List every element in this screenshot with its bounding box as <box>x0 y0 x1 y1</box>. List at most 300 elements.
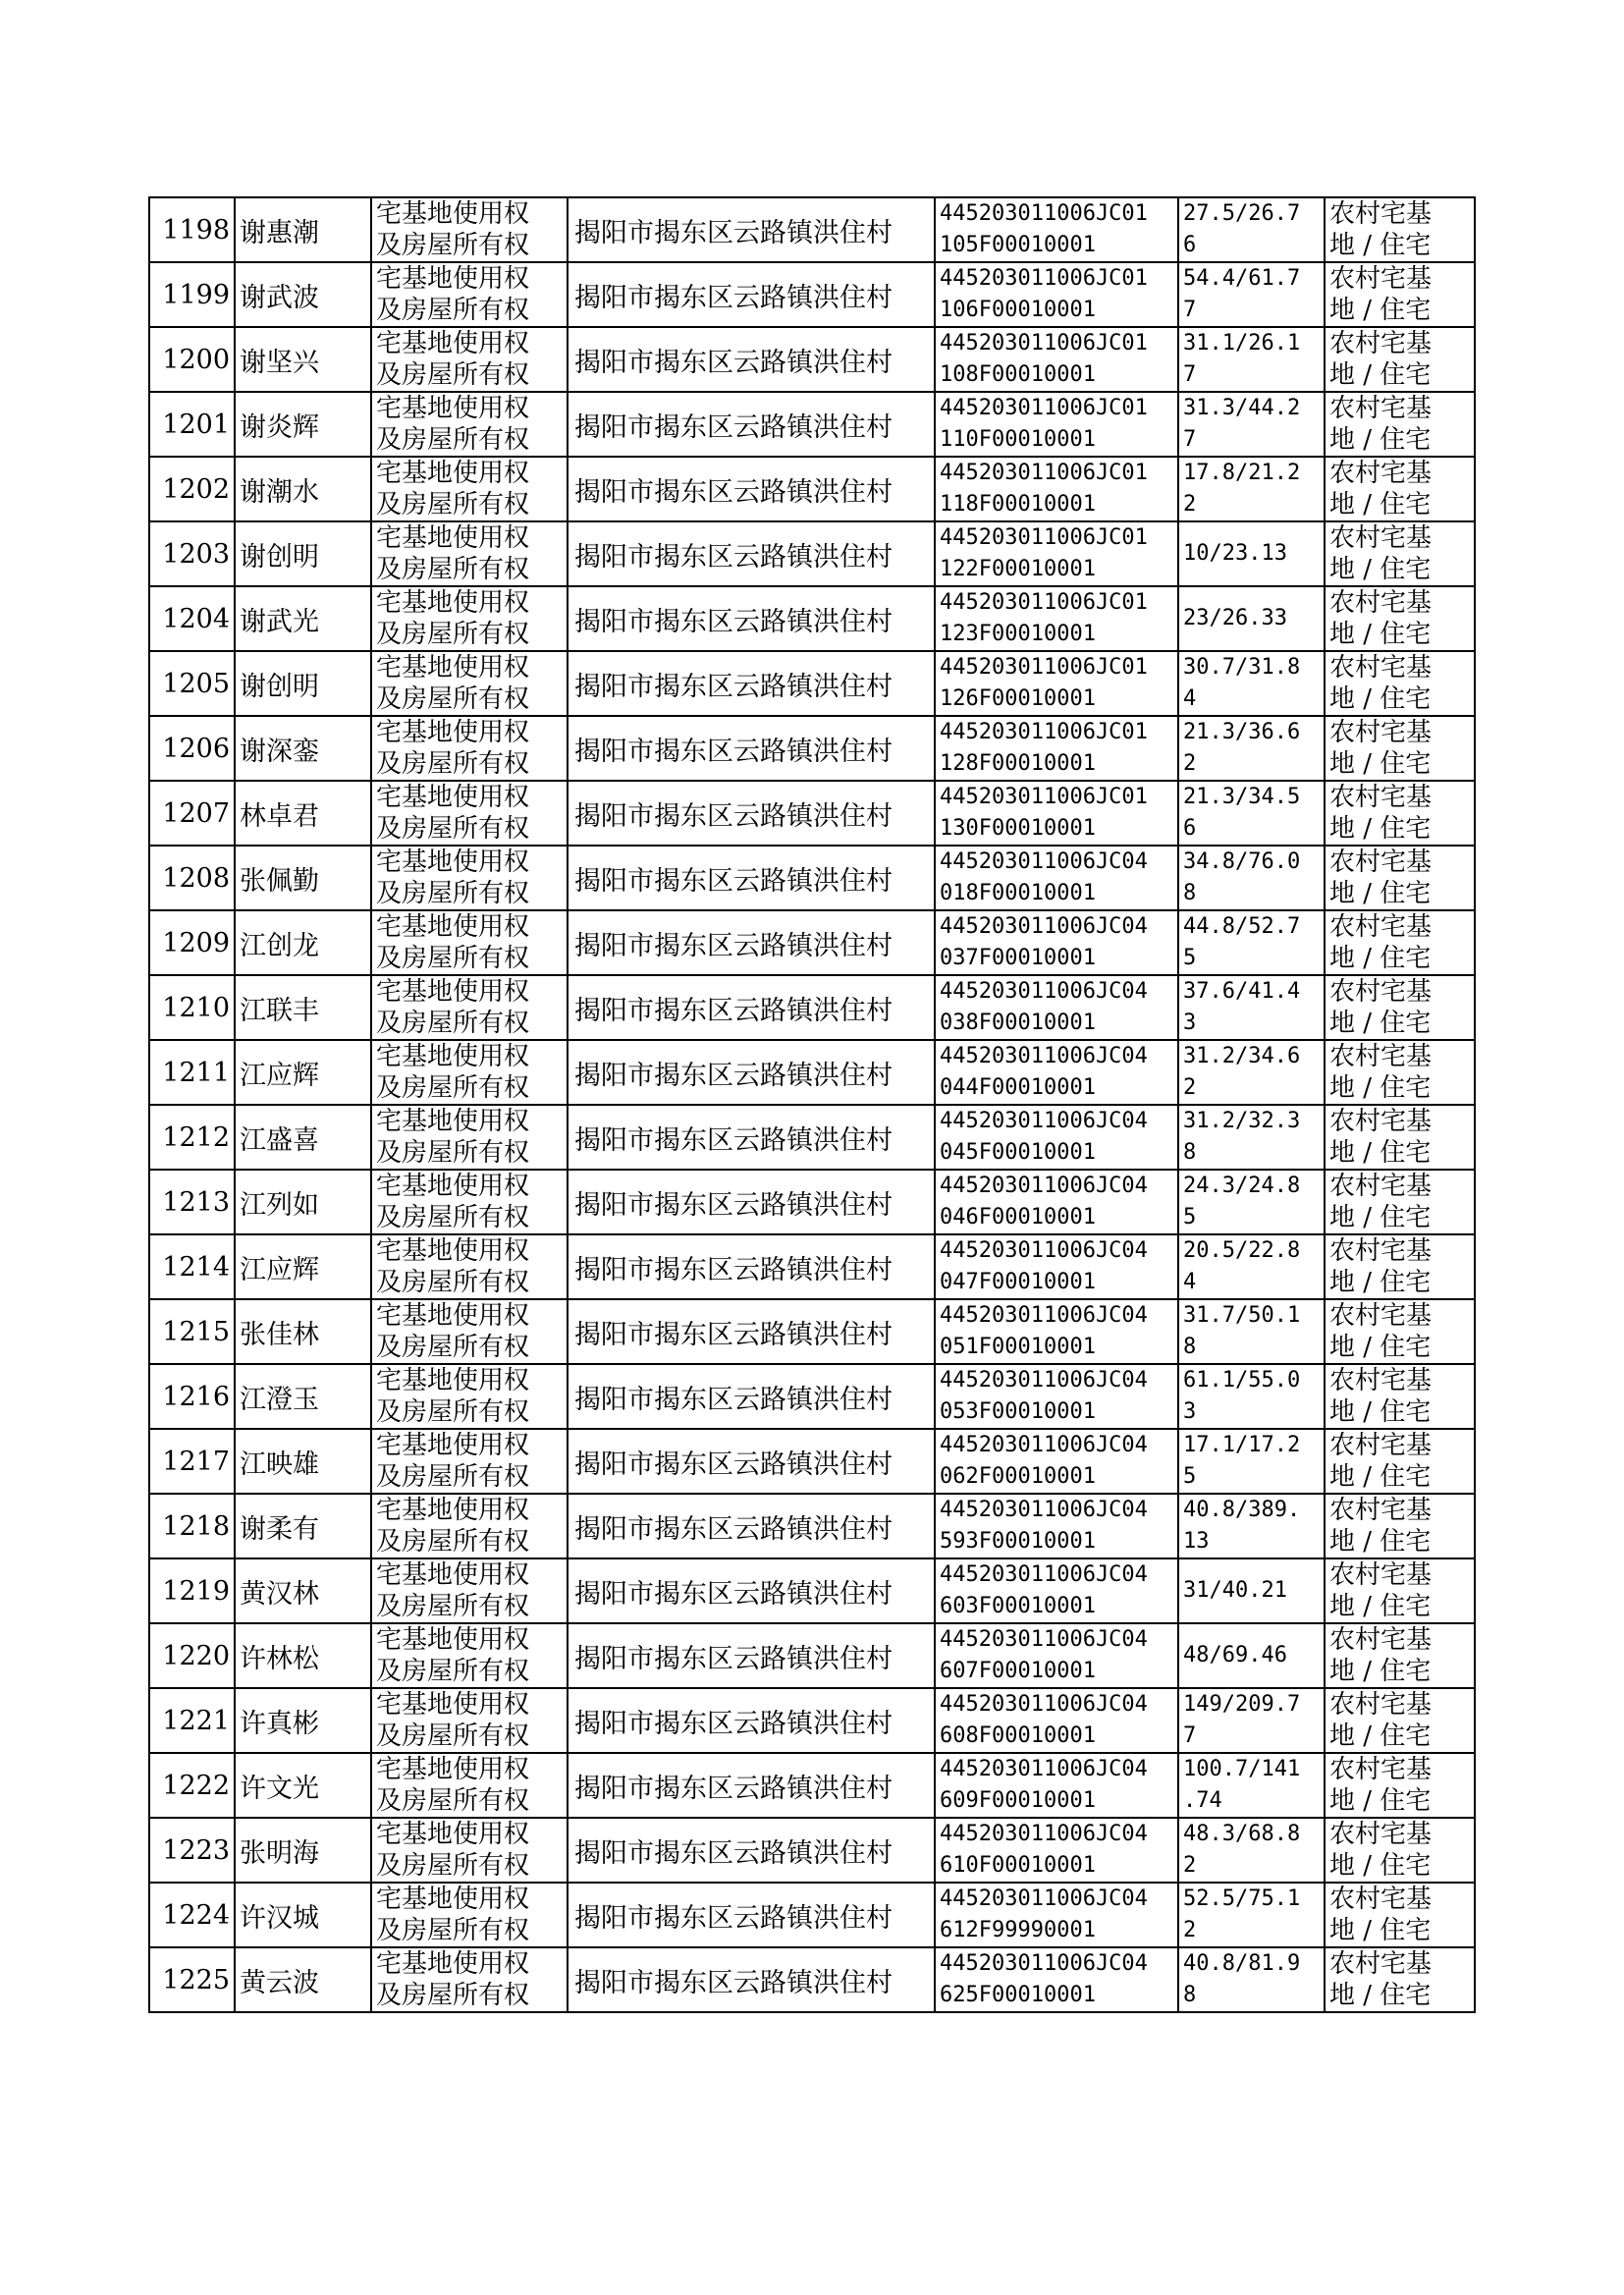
unit-code-cell <box>935 1623 1178 1688</box>
right-type-cell <box>371 392 568 457</box>
right-type-cell-text: 宅基地使用权 <box>376 1560 530 1590</box>
area-cell-text: 37.6/41.4 <box>1183 979 1301 1004</box>
location-cell-text: 揭阳市揭东区云路镇洪住村 <box>574 1902 893 1934</box>
land-use-cell-text: 地 / 住宅 <box>1329 231 1432 260</box>
right-type-cell-text: 宅基地使用权 <box>376 1236 530 1266</box>
land-use-cell-text: 地 / 住宅 <box>1329 684 1432 714</box>
unit-code-cell-text: 445203011006JC01 <box>940 331 1148 355</box>
unit-code-cell <box>935 197 1178 262</box>
row-number-cell <box>149 392 235 457</box>
land-use-cell <box>1325 1494 1475 1558</box>
unit-code-cell-text: 445203011006JC04 <box>940 1886 1148 1911</box>
area-cell-text: .74 <box>1183 1788 1222 1813</box>
owner-name-cell <box>235 197 371 262</box>
right-type-cell-text: 宅基地使用权 <box>376 718 530 747</box>
area-cell <box>1178 651 1325 716</box>
owner-name-cell <box>235 1170 371 1234</box>
unit-code-cell-text: 445203011006JC01 <box>940 785 1148 809</box>
location-cell-text: 揭阳市揭东区云路镇洪住村 <box>574 1837 893 1869</box>
area-cell-text: 13 <box>1183 1529 1210 1554</box>
land-use-cell-text: 地 / 住宅 <box>1329 1721 1432 1751</box>
owner-name-cell <box>235 392 371 457</box>
area-cell-text: 2 <box>1183 751 1197 776</box>
unit-code-cell <box>935 1170 1178 1234</box>
unit-code-cell <box>935 521 1178 586</box>
owner-name-cell <box>235 781 371 846</box>
unit-code-cell-text: 593F00010001 <box>940 1529 1096 1554</box>
right-type-cell-text: 宅基地使用权 <box>376 1301 530 1331</box>
unit-code-cell-text: 062F00010001 <box>940 1464 1096 1489</box>
row-number-cell <box>149 1947 235 2012</box>
area-cell <box>1178 262 1325 327</box>
table-body <box>149 197 1475 2012</box>
unit-code-cell-text: 445203011006JC01 <box>940 201 1148 226</box>
unit-code-cell-text: 445203011006JC04 <box>940 1498 1148 1522</box>
unit-code-cell-text: 105F00010001 <box>940 233 1096 257</box>
land-use-cell-text: 农村宅基 <box>1329 783 1433 812</box>
table-row <box>149 1040 1475 1105</box>
area-cell <box>1178 1558 1325 1623</box>
right-type-cell <box>371 197 568 262</box>
right-type-cell <box>371 1040 568 1105</box>
owner-name-cell <box>235 1234 371 1299</box>
unit-code-cell-text: 123F00010001 <box>940 622 1096 646</box>
area-cell <box>1178 1494 1325 1558</box>
location-cell <box>568 1170 935 1234</box>
location-cell <box>568 1947 935 2012</box>
right-type-cell-text: 及房屋所有权 <box>376 1527 530 1557</box>
table-row <box>149 975 1475 1040</box>
unit-code-cell <box>935 392 1178 457</box>
table-row <box>149 781 1475 846</box>
row-number-cell-text: 1209 <box>162 927 230 958</box>
area-cell-text: 2 <box>1183 1075 1197 1100</box>
row-number-cell <box>149 1234 235 1299</box>
right-type-cell-text: 宅基地使用权 <box>376 588 530 618</box>
unit-code-cell <box>935 1105 1178 1170</box>
land-use-cell <box>1325 262 1475 327</box>
area-cell <box>1178 1364 1325 1429</box>
land-use-cell-text: 农村宅基 <box>1329 394 1433 423</box>
owner-name-cell-text: 江联丰 <box>240 995 319 1026</box>
area-cell-text: 149/209.7 <box>1183 1692 1301 1717</box>
area-cell-text: 6 <box>1183 233 1197 257</box>
owner-name-cell <box>235 1753 371 1818</box>
area-cell-text: 2 <box>1183 1918 1197 1942</box>
land-use-cell-text: 地 / 住宅 <box>1329 1397 1432 1427</box>
land-use-cell-text: 农村宅基 <box>1329 1949 1433 1979</box>
location-cell-text: 揭阳市揭东区云路镇洪住村 <box>574 1254 893 1285</box>
right-type-cell <box>371 1883 568 1947</box>
owner-name-cell-text: 谢潮水 <box>240 476 319 508</box>
row-number-cell <box>149 1040 235 1105</box>
owner-name-cell-text: 谢创明 <box>240 671 319 702</box>
land-use-cell <box>1325 651 1475 716</box>
right-type-cell-text: 及房屋所有权 <box>376 1786 530 1816</box>
right-type-cell <box>371 1105 568 1170</box>
row-number-cell-text: 1201 <box>162 409 230 440</box>
row-number-cell <box>149 910 235 975</box>
owner-name-cell <box>235 1040 371 1105</box>
area-cell <box>1178 1688 1325 1753</box>
land-use-cell-text: 地 / 住宅 <box>1329 749 1432 779</box>
land-use-cell <box>1325 975 1475 1040</box>
owner-name-cell-text: 谢武光 <box>240 606 319 637</box>
right-type-cell-text: 宅基地使用权 <box>376 783 530 812</box>
location-cell-text: 揭阳市揭东区云路镇洪住村 <box>574 1643 893 1674</box>
owner-name-cell-text: 许真彬 <box>240 1708 319 1739</box>
area-cell-text: 34.8/76.0 <box>1183 849 1301 874</box>
row-number-cell-text: 1198 <box>162 214 230 246</box>
unit-code-cell <box>935 975 1178 1040</box>
location-cell-text: 揭阳市揭东区云路镇洪住村 <box>574 1448 893 1480</box>
owner-name-cell-text: 谢创明 <box>240 541 319 573</box>
unit-code-cell-text: 445203011006JC01 <box>940 590 1148 615</box>
land-use-cell-text: 地 / 住宅 <box>1329 1657 1432 1686</box>
area-cell-text: 52.5/75.1 <box>1183 1886 1301 1911</box>
land-use-cell-text: 农村宅基 <box>1329 588 1433 618</box>
right-type-cell <box>371 262 568 327</box>
owner-name-cell-text: 江创龙 <box>240 930 319 961</box>
location-cell-text: 揭阳市揭东区云路镇洪住村 <box>574 1060 893 1091</box>
right-type-cell-text: 宅基地使用权 <box>376 1820 530 1849</box>
location-cell <box>568 651 935 716</box>
land-use-cell-text: 农村宅基 <box>1329 718 1433 747</box>
area-cell <box>1178 1753 1325 1818</box>
unit-code-cell-text: 445203011006JC04 <box>940 1238 1148 1263</box>
area-cell-text: 30.7/31.8 <box>1183 655 1301 680</box>
row-number-cell-text: 1221 <box>162 1705 230 1736</box>
land-use-cell-text: 农村宅基 <box>1329 1885 1433 1914</box>
location-cell <box>568 781 935 846</box>
right-type-cell-text: 及房屋所有权 <box>376 749 530 779</box>
location-cell-text: 揭阳市揭东区云路镇洪住村 <box>574 606 893 637</box>
right-type-cell-text: 宅基地使用权 <box>376 1755 530 1784</box>
right-type-cell <box>371 1623 568 1688</box>
location-cell <box>568 846 935 910</box>
land-use-cell-text: 农村宅基 <box>1329 459 1433 488</box>
area-cell-text: 4 <box>1183 686 1197 711</box>
location-cell <box>568 910 935 975</box>
right-type-cell <box>371 1947 568 2012</box>
land-use-cell <box>1325 1947 1475 2012</box>
land-use-cell-text: 农村宅基 <box>1329 1820 1433 1849</box>
land-use-cell-text: 地 / 住宅 <box>1329 1203 1432 1232</box>
area-cell-text: 8 <box>1183 881 1197 905</box>
right-type-cell-text: 宅基地使用权 <box>376 394 530 423</box>
row-number-cell-text: 1215 <box>162 1316 230 1347</box>
unit-code-cell <box>935 1040 1178 1105</box>
table-row <box>149 1170 1475 1234</box>
owner-name-cell <box>235 1299 371 1364</box>
location-cell <box>568 1105 935 1170</box>
location-cell <box>568 327 935 392</box>
area-cell-text: 54.4/61.7 <box>1183 266 1301 291</box>
table-row <box>149 327 1475 392</box>
unit-code-cell-text: 037F00010001 <box>940 946 1096 970</box>
land-use-cell <box>1325 1558 1475 1623</box>
right-type-cell-text: 及房屋所有权 <box>376 296 530 325</box>
unit-code-cell-text: 445203011006JC04 <box>940 1174 1148 1198</box>
owner-name-cell <box>235 1623 371 1688</box>
unit-code-cell-text: 053F00010001 <box>940 1399 1096 1424</box>
owner-name-cell-text: 黄汉林 <box>240 1578 319 1610</box>
right-type-cell <box>371 1753 568 1818</box>
unit-code-cell <box>935 1883 1178 1947</box>
area-cell <box>1178 910 1325 975</box>
land-use-cell-text: 地 / 住宅 <box>1329 620 1432 649</box>
location-cell <box>568 1883 935 1947</box>
area-cell-text: 48.3/68.8 <box>1183 1822 1301 1846</box>
table-row <box>149 846 1475 910</box>
unit-code-cell-text: 106F00010001 <box>940 298 1096 322</box>
location-cell-text: 揭阳市揭东区云路镇洪住村 <box>574 217 893 248</box>
unit-code-cell-text: 445203011006JC04 <box>940 979 1148 1004</box>
land-use-cell <box>1325 1040 1475 1105</box>
right-type-cell-text: 及房屋所有权 <box>376 1592 530 1621</box>
row-number-cell <box>149 975 235 1040</box>
unit-code-cell-text: 609F00010001 <box>940 1788 1096 1813</box>
land-use-cell-text: 地 / 住宅 <box>1329 944 1432 973</box>
right-type-cell <box>371 651 568 716</box>
unit-code-cell <box>935 1494 1178 1558</box>
right-type-cell-text: 宅基地使用权 <box>376 329 530 358</box>
unit-code-cell <box>935 586 1178 651</box>
right-type-cell <box>371 457 568 521</box>
area-cell-text: 40.8/389. <box>1183 1498 1301 1522</box>
right-type-cell <box>371 716 568 781</box>
land-use-cell-text: 地 / 住宅 <box>1329 1851 1432 1881</box>
right-type-cell-text: 及房屋所有权 <box>376 879 530 908</box>
owner-name-cell-text: 江映雄 <box>240 1448 319 1480</box>
unit-code-cell-text: 126F00010001 <box>940 686 1096 711</box>
table-row <box>149 910 1475 975</box>
unit-code-cell-text: 445203011006JC04 <box>940 1692 1148 1717</box>
right-type-cell <box>371 1494 568 1558</box>
area-cell-text: 2 <box>1183 492 1197 517</box>
location-cell-text: 揭阳市揭东区云路镇洪住村 <box>574 347 893 378</box>
unit-code-cell-text: 118F00010001 <box>940 492 1096 517</box>
area-cell-text: 17.8/21.2 <box>1183 461 1301 485</box>
row-number-cell-text: 1210 <box>162 992 230 1023</box>
right-type-cell-text: 及房屋所有权 <box>376 1397 530 1427</box>
area-cell-text: 5 <box>1183 1464 1197 1489</box>
area-cell <box>1178 327 1325 392</box>
unit-code-cell <box>935 1688 1178 1753</box>
area-cell <box>1178 1883 1325 1947</box>
area-cell-text: 48/69.46 <box>1183 1643 1287 1667</box>
land-use-cell <box>1325 586 1475 651</box>
owner-name-cell-text: 许汉城 <box>240 1902 319 1934</box>
area-cell <box>1178 1429 1325 1494</box>
row-number-cell <box>149 1494 235 1558</box>
land-use-cell-text: 地 / 住宅 <box>1329 1527 1432 1557</box>
owner-name-cell <box>235 1818 371 1883</box>
right-type-cell-text: 及房屋所有权 <box>376 1333 530 1362</box>
area-cell-text: 27.5/26.7 <box>1183 201 1301 226</box>
right-type-cell-text: 及房屋所有权 <box>376 360 530 390</box>
right-type-cell-text: 宅基地使用权 <box>376 523 530 553</box>
area-cell <box>1178 457 1325 521</box>
location-cell-text: 揭阳市揭东区云路镇洪住村 <box>574 1189 893 1221</box>
location-cell <box>568 975 935 1040</box>
land-use-cell-text: 农村宅基 <box>1329 653 1433 683</box>
unit-code-cell-text: 445203011006JC04 <box>940 1109 1148 1133</box>
row-number-cell-text: 1219 <box>162 1575 230 1607</box>
owner-name-cell <box>235 262 371 327</box>
owner-name-cell <box>235 586 371 651</box>
row-number-cell-text: 1206 <box>162 733 230 764</box>
right-type-cell-text: 及房屋所有权 <box>376 684 530 714</box>
right-type-cell-text: 及房屋所有权 <box>376 425 530 455</box>
table-row <box>149 1299 1475 1364</box>
row-number-cell <box>149 1883 235 1947</box>
row-number-cell-text: 1202 <box>162 473 230 505</box>
land-use-cell-text: 农村宅基 <box>1329 199 1433 229</box>
right-type-cell <box>371 1688 568 1753</box>
owner-name-cell-text: 江应辉 <box>240 1254 319 1285</box>
right-type-cell-text: 及房屋所有权 <box>376 944 530 973</box>
unit-code-cell-text: 625F00010001 <box>940 1983 1096 2007</box>
row-number-cell <box>149 1429 235 1494</box>
right-type-cell-text: 宅基地使用权 <box>376 1042 530 1071</box>
right-type-cell-text: 宅基地使用权 <box>376 1107 530 1136</box>
land-use-cell-text: 地 / 住宅 <box>1329 490 1432 519</box>
table-row <box>149 457 1475 521</box>
row-number-cell <box>149 1623 235 1688</box>
location-cell-text: 揭阳市揭东区云路镇洪住村 <box>574 865 893 897</box>
unit-code-cell-text: 445203011006JC01 <box>940 266 1148 291</box>
area-cell-text: 100.7/141 <box>1183 1757 1301 1781</box>
table-row <box>149 1105 1475 1170</box>
unit-code-cell-text: 445203011006JC04 <box>940 1433 1148 1457</box>
right-type-cell-text: 及房屋所有权 <box>376 1657 530 1686</box>
land-use-cell-text: 地 / 住宅 <box>1329 1073 1432 1103</box>
unit-code-cell-text: 051F00010001 <box>940 1335 1096 1359</box>
land-use-cell <box>1325 457 1475 521</box>
unit-code-cell-text: 612F99990001 <box>940 1918 1096 1942</box>
area-cell-text: 3 <box>1183 1011 1197 1035</box>
table-row <box>149 1883 1475 1947</box>
right-type-cell-text: 宅基地使用权 <box>376 847 530 877</box>
row-number-cell <box>149 1299 235 1364</box>
table-row <box>149 1234 1475 1299</box>
owner-name-cell <box>235 1947 371 2012</box>
owner-name-cell-text: 江盛喜 <box>240 1124 319 1156</box>
table-row <box>149 1623 1475 1688</box>
location-cell-text: 揭阳市揭东区云路镇洪住村 <box>574 541 893 573</box>
land-use-cell <box>1325 716 1475 781</box>
row-number-cell-text: 1211 <box>162 1057 230 1088</box>
owner-name-cell-text: 许文光 <box>240 1773 319 1804</box>
land-use-cell <box>1325 1364 1475 1429</box>
property-rights-table <box>148 196 1476 2013</box>
land-use-cell <box>1325 1234 1475 1299</box>
unit-code-cell <box>935 1947 1178 2012</box>
unit-code-cell-text: 110F00010001 <box>940 427 1096 452</box>
unit-code-cell-text: 445203011006JC01 <box>940 655 1148 680</box>
land-use-cell-text: 农村宅基 <box>1329 912 1433 942</box>
unit-code-cell-text: 130F00010001 <box>940 816 1096 841</box>
area-cell-text: 17.1/17.2 <box>1183 1433 1301 1457</box>
right-type-cell-text: 及房屋所有权 <box>376 1073 530 1103</box>
right-type-cell-text: 及房屋所有权 <box>376 1138 530 1168</box>
right-type-cell <box>371 1234 568 1299</box>
land-use-cell <box>1325 1299 1475 1364</box>
location-cell <box>568 457 935 521</box>
land-use-cell-text: 地 / 住宅 <box>1329 1009 1432 1038</box>
location-cell <box>568 1494 935 1558</box>
right-type-cell-text: 及房屋所有权 <box>376 1981 530 2010</box>
right-type-cell-text: 宅基地使用权 <box>376 264 530 294</box>
owner-name-cell <box>235 1105 371 1170</box>
land-use-cell <box>1325 1105 1475 1170</box>
right-type-cell <box>371 846 568 910</box>
area-cell <box>1178 1818 1325 1883</box>
row-number-cell <box>149 197 235 262</box>
unit-code-cell <box>935 716 1178 781</box>
owner-name-cell <box>235 975 371 1040</box>
land-use-cell-text: 农村宅基 <box>1329 523 1433 553</box>
area-cell <box>1178 716 1325 781</box>
land-use-cell-text: 农村宅基 <box>1329 1172 1433 1201</box>
area-cell-text: 24.3/24.8 <box>1183 1174 1301 1198</box>
right-type-cell-text: 宅基地使用权 <box>376 1949 530 1979</box>
area-cell <box>1178 846 1325 910</box>
row-number-cell <box>149 1753 235 1818</box>
area-cell <box>1178 392 1325 457</box>
location-cell <box>568 1623 935 1688</box>
area-cell-text: 7 <box>1183 427 1197 452</box>
right-type-cell-text: 宅基地使用权 <box>376 977 530 1007</box>
land-use-cell <box>1325 1818 1475 1883</box>
right-type-cell <box>371 781 568 846</box>
location-cell-text: 揭阳市揭东区云路镇洪住村 <box>574 1384 893 1415</box>
unit-code-cell <box>935 1818 1178 1883</box>
location-cell-text: 揭阳市揭东区云路镇洪住村 <box>574 995 893 1026</box>
location-cell-text: 揭阳市揭东区云路镇洪住村 <box>574 1319 893 1350</box>
row-number-cell <box>149 1688 235 1753</box>
table-row <box>149 1688 1475 1753</box>
row-number-cell <box>149 457 235 521</box>
location-cell-text: 揭阳市揭东区云路镇洪住村 <box>574 930 893 961</box>
area-cell <box>1178 521 1325 586</box>
table-row <box>149 1429 1475 1494</box>
land-use-cell <box>1325 197 1475 262</box>
owner-name-cell <box>235 651 371 716</box>
unit-code-cell-text: 445203011006JC04 <box>940 1303 1148 1328</box>
location-cell-text: 揭阳市揭东区云路镇洪住村 <box>574 1967 893 1998</box>
unit-code-cell <box>935 781 1178 846</box>
land-use-cell <box>1325 910 1475 975</box>
land-use-cell <box>1325 327 1475 392</box>
unit-code-cell-text: 445203011006JC04 <box>940 849 1148 874</box>
land-use-cell-text: 地 / 住宅 <box>1329 1786 1432 1816</box>
area-cell-text: 20.5/22.8 <box>1183 1238 1301 1263</box>
unit-code-cell <box>935 262 1178 327</box>
area-cell-text: 4 <box>1183 1270 1197 1294</box>
row-number-cell-text: 1212 <box>162 1121 230 1153</box>
row-number-cell-text: 1205 <box>162 668 230 699</box>
owner-name-cell <box>235 1429 371 1494</box>
area-cell-text: 6 <box>1183 816 1197 841</box>
row-number-cell-text: 1223 <box>162 1834 230 1866</box>
row-number-cell-text: 1218 <box>162 1510 230 1542</box>
right-type-cell <box>371 1818 568 1883</box>
owner-name-cell <box>235 1688 371 1753</box>
unit-code-cell <box>935 651 1178 716</box>
land-use-cell-text: 地 / 住宅 <box>1329 1981 1432 2010</box>
